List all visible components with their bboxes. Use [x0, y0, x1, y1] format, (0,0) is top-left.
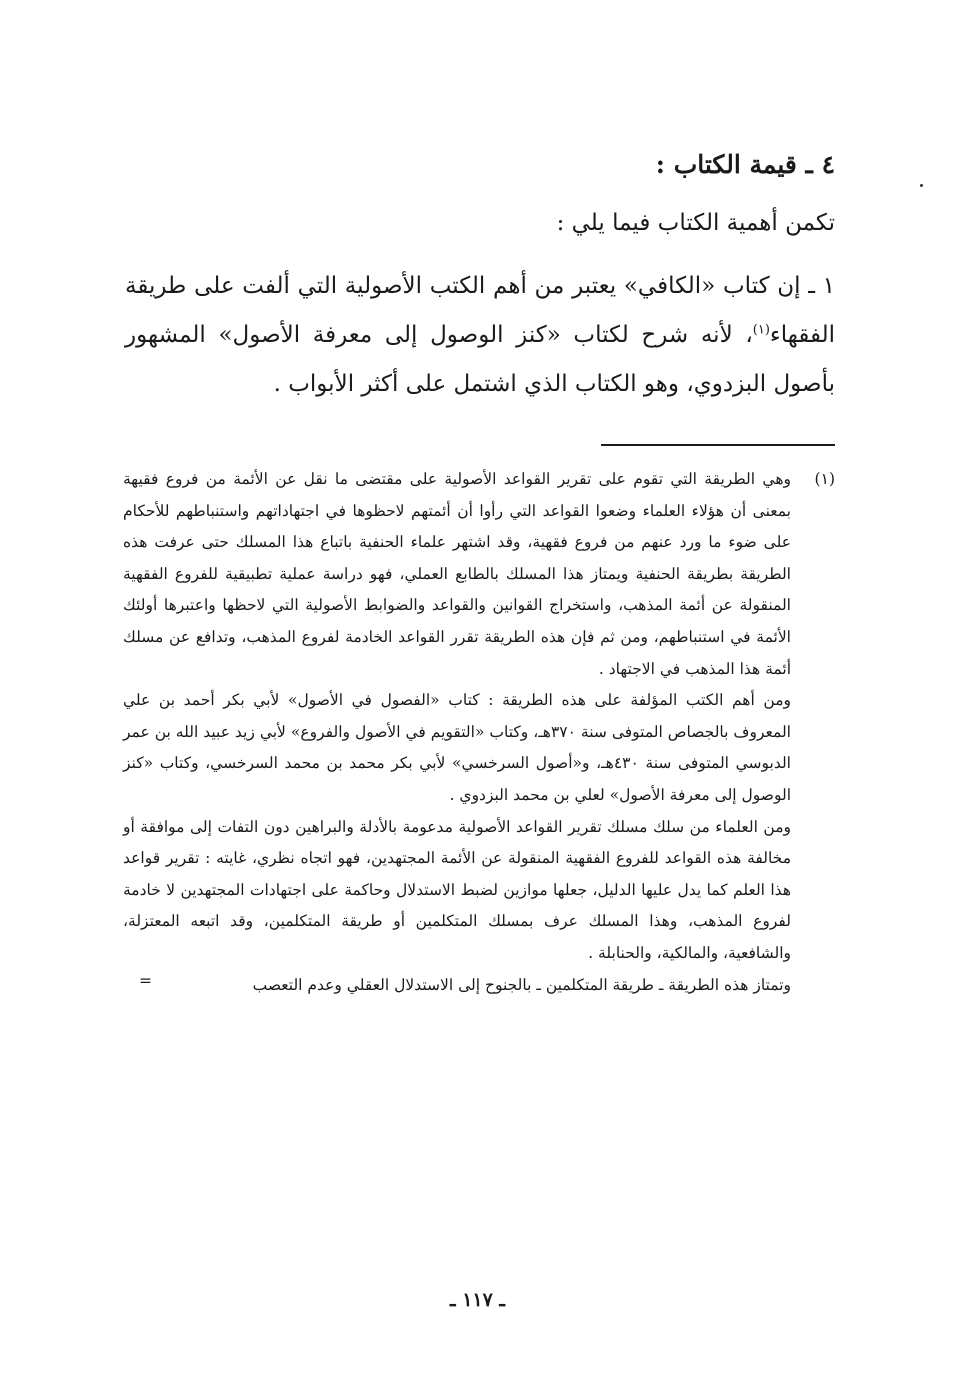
continuation-mark: =	[139, 971, 152, 990]
footnote-marker: (١)	[814, 470, 835, 488]
footnote-paragraph-1: وهي الطريقة التي تقوم على تقرير القواعد الأصولية على مقتضى ما نقل عن الأئمة من فروع فقيهة بمعنى أن هؤلاء العلماء وضعوا القواعد التي رأوا أن أئمتهم لاحظوها في اجتهاداتهم واستنباطهم للأحكام على ضوء ما ورد عنهم من فروع فقهية، وقد اشتهر علماء الحنفية باتباع هذا المسلك حتى عرفت هذه الطريقة بطريقة الحنفية ويمتاز هذا المسلك بالطابع العملي، فهو دراسة عملية تطبيقية للفروع الفقهية المنقولة عن أئمة المذهب، واستخراج القوانين والقواعد والضوابط الأصولية التي لاحظها واعتبرها أولئك الأئمة في استنباطهم، ومن ثم فإن هذه الطريقة تقرر القواعد الخادمة لفروع المذهب، وتدافع عن مسلك أئمة هذا المذهب في الاجتهاد .	[123, 470, 791, 678]
footnotes-section	[123, 464, 835, 1001]
section-heading: ٤ ـ قيمة الكتاب :	[655, 150, 835, 179]
footnote-paragraph-4-text: وتمتاز هذه الطريقة ـ طريقة المتكلمين ـ بالجنوح إلى الاستدلال العقلي وعدم التعصب	[252, 975, 791, 994]
main-paragraph-part2: ، لأنه شرح لكتاب «كنز الوصول إلى معرفة الأصول» المشهور بأصول البزدوي، وهو الكتاب الذي اشتمل على أكثر الأبواب .	[125, 322, 835, 397]
footnote-reference: (١)	[752, 322, 770, 338]
footnote-paragraph-4	[123, 970, 791, 1002]
page-number: ـ ١١٧ ـ	[450, 1289, 505, 1311]
footnote-paragraph-2: ومن أهم الكتب المؤلفة على هذه الطريقة : كتاب «الفصول في الأصول» لأبي بكر أحمد بن علي المعروف بالجصاص المتوفى سنة ٣٧٠هـ، وكتاب «التقويم في الأصول والفروع» لأبي زيد عبيد الله بن عمر الدبوسي المتوفى سنة ٤٣٠هـ، و«أصول السرخسي» لأبي بكر محمد بن محمد السرخسي، وكتاب «كنز الوصول إلى معرفة الأصول» لعلي بن محمد البزدوي .	[123, 691, 791, 804]
main-paragraph-part1: ١ ـ إن كتاب «الكافي» يعتبر من أهم الكتب الأصولية التي ألفت على طريقة الفقهاء	[125, 273, 835, 348]
main-paragraph	[125, 262, 835, 409]
footnote-paragraph-3: ومن العلماء من سلك مسلك تقرير القواعد الأصولية مدعومة بالأدلة والبراهين دون التفات إلى موافقة أو مخالفة هذه القواعد للفروع الفقهية المنقولة عن الأئمة المجتهدين، فهو اتجاه نظري، غايته : تقرير قواعد هذا العلم كما يدل عليها الدليل، جعلها موازين لضبط الاستدلال وحاكمة على اجتهادات المجتهدين لا خادمة لفروع المذهب، وهذا المسلك عرف بمسلك المتكلمين أو طريقة المتكلمين، وقد اتبعه المعتزلة، والشافعية، والمالكية، والحنابلة .	[123, 817, 791, 962]
footnote-1	[123, 464, 835, 1001]
footnote-separator	[601, 444, 835, 446]
footnote-body	[123, 464, 791, 1001]
scan-speck	[920, 184, 923, 187]
intro-line: تكمن أهمية الكتاب فيما يلي :	[556, 210, 835, 236]
